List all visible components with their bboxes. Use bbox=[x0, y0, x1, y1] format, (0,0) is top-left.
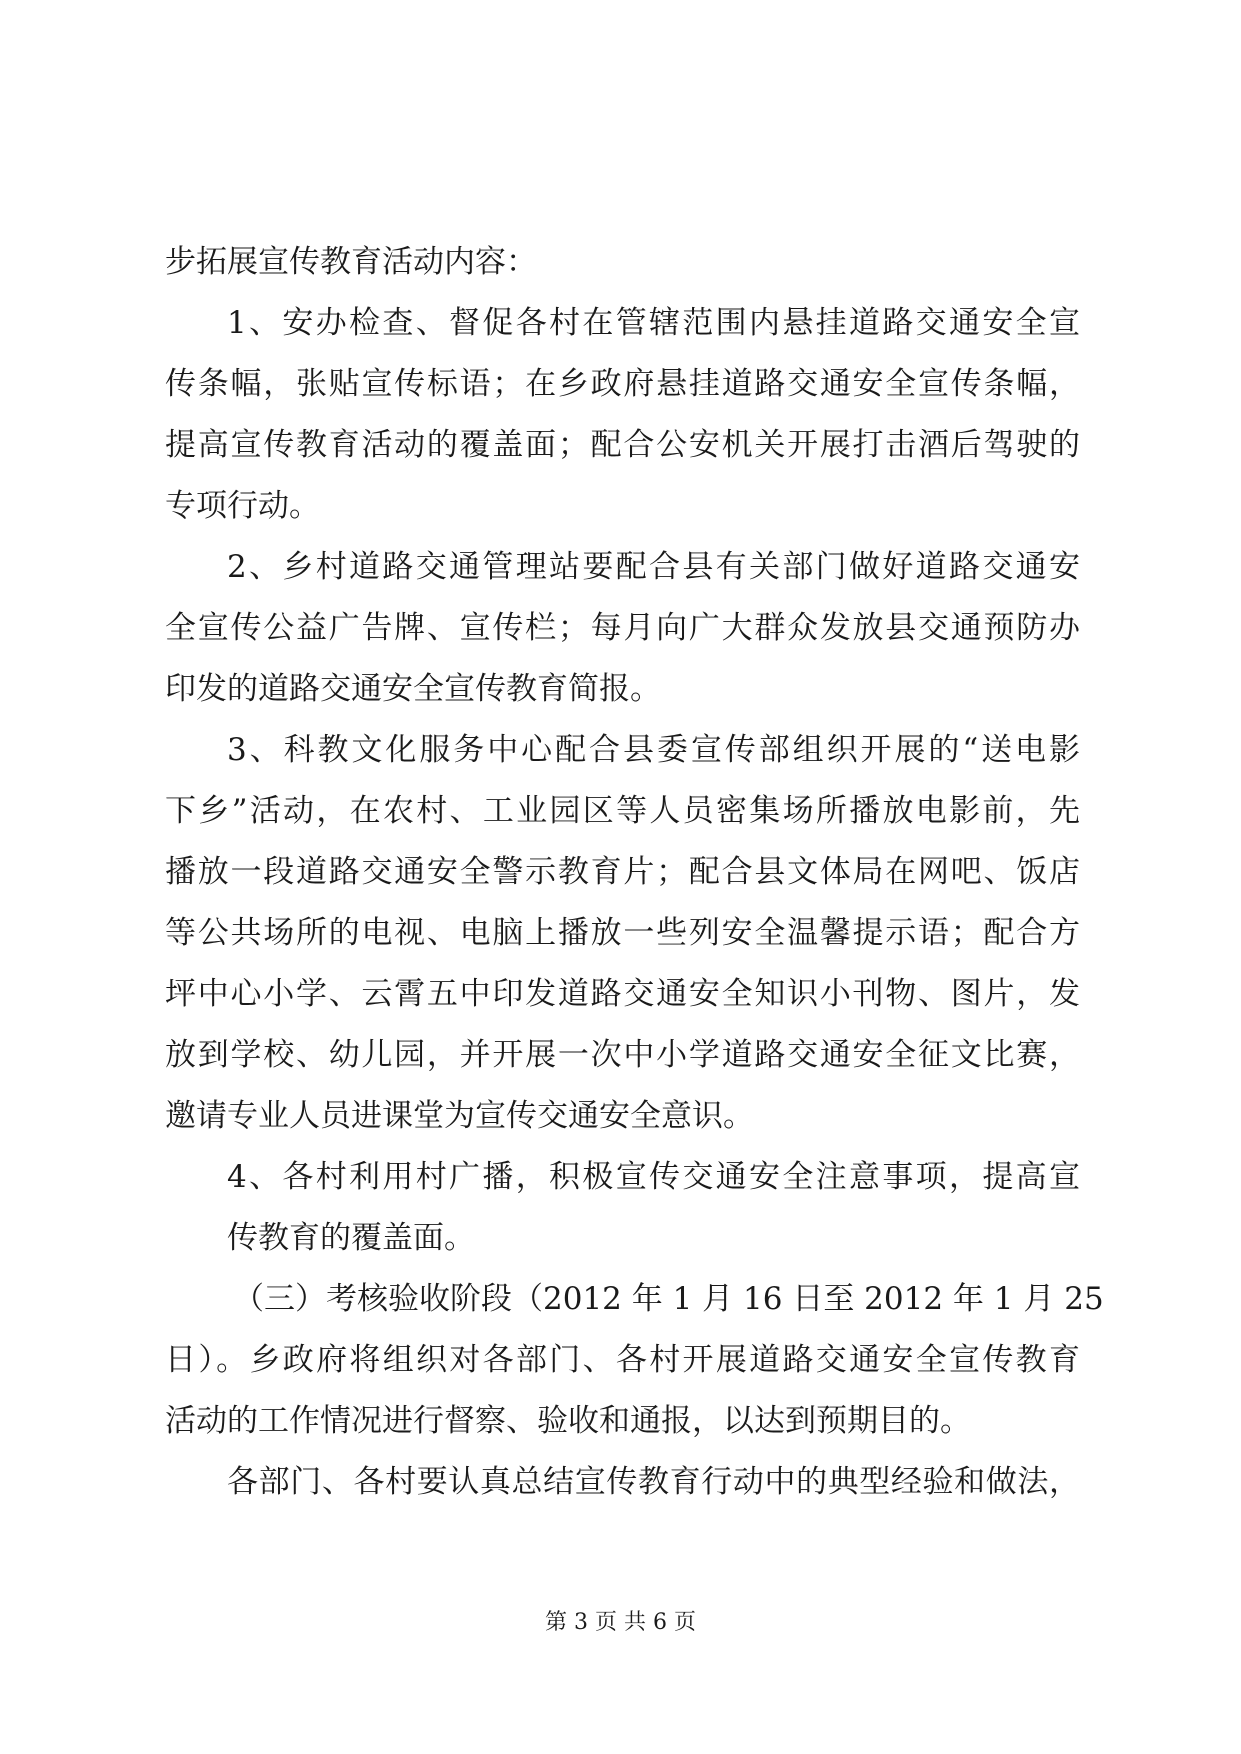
text-line: 坪中心小学、云霄五中印发道路交通安全知识小刊物、图片，发 bbox=[165, 976, 1080, 1012]
text-line: 2、乡村道路交通管理站要配合县有关部门做好道路交通安 bbox=[227, 549, 1080, 585]
text-line: 下乡”活动，在农村、工业园区等人员密集场所播放电影前，先 bbox=[165, 793, 1080, 829]
text-line: 传条幅，张贴宣传标语；在乡政府悬挂道路交通安全宣传条幅， bbox=[165, 366, 1080, 402]
text-line: 专项行动。 bbox=[165, 488, 320, 524]
text-line: 邀请专业人员进课堂为宣传交通安全意识。 bbox=[165, 1098, 754, 1134]
text-line: 步拓展宣传教育活动内容： bbox=[165, 244, 537, 280]
text-line: 传教育的覆盖面。 bbox=[227, 1220, 475, 1256]
text-line: 等公共场所的电视、电脑上播放一些列安全温馨提示语；配合方 bbox=[165, 915, 1080, 951]
text-line: 提高宣传教育活动的覆盖面；配合公安机关开展打击酒后驾驶的 bbox=[165, 427, 1080, 463]
text-line: 1、安办检查、督促各村在管辖范围内悬挂道路交通安全宣 bbox=[227, 305, 1080, 341]
text-line: 放到学校、幼儿园，并开展一次中小学道路交通安全征文比赛， bbox=[165, 1037, 1080, 1073]
page-number-footer: 第 3 页 共 6 页 bbox=[545, 1610, 696, 1635]
text-line: 各部门、各村要认真总结宣传教育行动中的典型经验和做法， bbox=[227, 1464, 1080, 1500]
text-line: 活动的工作情况进行督察、验收和通报，以达到预期目的。 bbox=[165, 1403, 971, 1439]
text-line: （三）考核验收阶段（2012 年 1 月 16 日至 2012 年 1 月 25 bbox=[233, 1281, 1104, 1317]
text-line: 日）。乡政府将组织对各部门、各村开展道路交通安全宣传教育 bbox=[165, 1342, 1080, 1378]
text-line: 全宣传公益广告牌、宣传栏；每月向广大群众发放县交通预防办 bbox=[165, 610, 1080, 646]
text-line: 播放一段道路交通安全警示教育片；配合县文体局在网吧、饭店 bbox=[165, 854, 1080, 890]
text-line: 印发的道路交通安全宣传教育简报。 bbox=[165, 671, 661, 707]
text-line: 4、各村利用村广播，积极宣传交通安全注意事项，提高宣 bbox=[227, 1159, 1080, 1195]
text-line: 3、科教文化服务中心配合县委宣传部组织开展的“送电影 bbox=[227, 732, 1080, 768]
body-text bbox=[165, 232, 1104, 1513]
